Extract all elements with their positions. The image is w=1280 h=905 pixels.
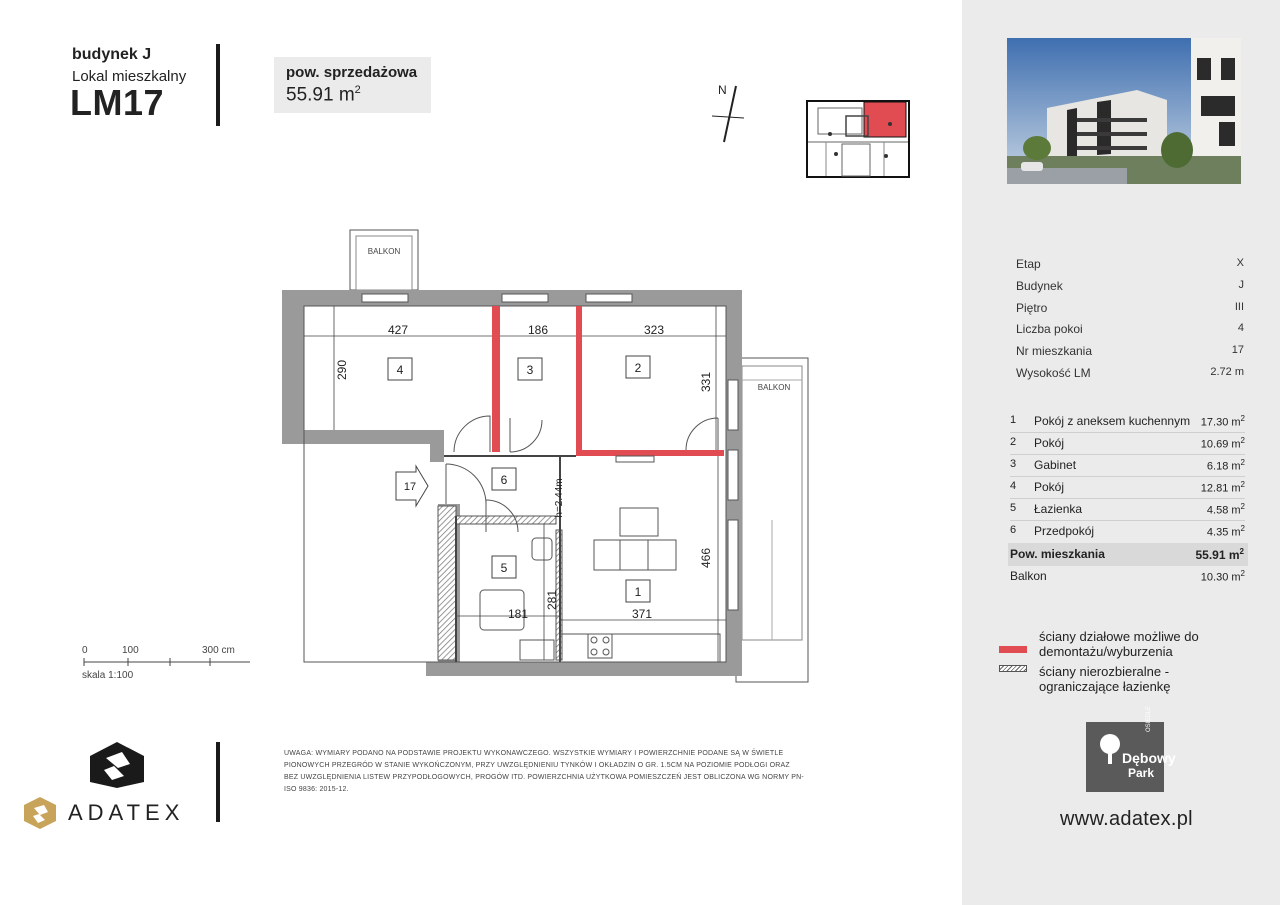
room-2-label: 2: [634, 361, 642, 375]
room-row-5: 5 Łazienka 4.58 $m^2$: [1010, 502, 1245, 517]
entrance-arrow-icon: [396, 466, 428, 506]
dim-466: 466: [699, 547, 713, 569]
dp-osiedle: OSIEDLE: [1146, 705, 1152, 732]
adatex-hex-logo-icon: [84, 740, 150, 790]
info-row-pietro: Piętro III: [1016, 301, 1244, 315]
balcony-label-top: BALKON: [367, 247, 401, 256]
north-arrow-icon: [700, 78, 760, 148]
area-value: 55.91 $m^2$: [286, 84, 361, 106]
brand-name: ADATEX: [68, 800, 185, 825]
entrance-number: 17: [403, 481, 417, 493]
north-label: N: [718, 83, 727, 97]
room-row-1: 1 Pokój z aneksem kuchennym 17.30 $m^2$: [1010, 414, 1245, 429]
room-6-label: 6: [500, 473, 508, 487]
room-row-3: 3 Gabinet 6.18 $m^2$: [1010, 458, 1245, 473]
header-divider: [216, 44, 220, 126]
dim-331: 331: [699, 371, 713, 393]
scale-tick-100: 100: [122, 645, 139, 656]
scale-tick-300: 300 cm: [202, 645, 235, 656]
room-row-4: 4 Pokój 12.81 $m^2$: [1010, 480, 1245, 495]
dp-park: Park: [1128, 766, 1155, 780]
room-3-label: 3: [526, 363, 534, 377]
hatch-wall-top: [456, 516, 556, 524]
info-row-liczba-pokoi: Liczba pokoi 4: [1016, 322, 1244, 336]
row-divider: [1010, 476, 1245, 477]
legend-hatch-swatch: [999, 665, 1027, 672]
area-label: pow. sprzedażowa: [286, 64, 418, 81]
website-url[interactable]: www.adatex.pl: [1060, 808, 1193, 830]
room-labels: [388, 356, 650, 602]
legend-hatch-text: ściany nierozbieralne - ograniczające łazienkę: [1039, 664, 1171, 694]
dim-371: 371: [631, 607, 653, 621]
removable-walls: [492, 306, 724, 456]
dim-427: 427: [387, 323, 409, 337]
unit-code: LM17: [70, 82, 165, 123]
notes-text: UWAGA: WYMIARY PODANO NA PODSTAWIE PROJEKTU WYKONAWCZEGO. WSZYSTKIE WYMIARY I POWIERZCHNIE PODANE SĄ W ŚWIETLE PIONOWYCH PRZEGRÓD W STANIE WYKOŃCZONYM, PRZY UWZGLĘDNIENIU TYNKÓW I OKŁADZIN O GR. 1.5CM NA POZIOMIE PODŁOGI ORAZ BEZ UWZGLĘDNIENIA LISTEW PRZYPODŁOGOWYCH, PROGÓW ITD. POWIERZCHNIA UŻYTKOWA POMIESZCZEŃ JEST OBLICZONA WG NORMY PN-ISO 9836: 2015-12.: [284, 750, 804, 793]
dim-323: 323: [643, 323, 665, 337]
adatex-small-logo-icon: [22, 796, 58, 830]
room-5-label: 5: [500, 561, 508, 575]
debowy-park-logo: [1086, 705, 1176, 792]
unit-type-label: Lokal mieszkalny: [72, 68, 187, 85]
row-divider: [1010, 520, 1245, 521]
floor-plan: [270, 220, 830, 690]
info-row-nr-mieszkania: Nr mieszkania 17: [1016, 344, 1244, 358]
room-height: h=2.44m: [554, 478, 565, 518]
scale-tick-0: 0: [82, 645, 88, 656]
building-label: budynek J: [72, 46, 152, 63]
room-4-label: 4: [396, 363, 404, 377]
key-plan: [806, 100, 910, 178]
building-render-image: [1007, 38, 1241, 184]
dp-debowy: Dębowy: [1122, 750, 1176, 766]
row-divider: [1010, 498, 1245, 499]
balcony-right: [736, 358, 808, 682]
legend-red-text: ściany działowe możliwe do demontażu/wyburzenia: [1039, 629, 1199, 659]
scale-label: skala 1:100: [82, 670, 134, 681]
legend-red-swatch: [999, 646, 1027, 653]
balcony-top: [350, 230, 418, 290]
scale-bar: [80, 640, 260, 684]
dim-290: 290: [335, 359, 349, 381]
dim-281: 281: [545, 589, 559, 611]
hatch-wall-left: [438, 506, 456, 660]
balcony-label-right: BALKON: [757, 383, 791, 392]
footer-divider: [216, 742, 220, 822]
info-row-etap: Etap X: [1016, 257, 1244, 271]
room-row-6: 6 Przedpokój 4.35 $m^2$: [1010, 524, 1245, 539]
room-1-label: 1: [634, 585, 642, 599]
dim-186: 186: [527, 323, 549, 337]
row-divider: [1010, 454, 1245, 455]
dim-181: 181: [507, 607, 529, 621]
info-row-budynek: Budynek J: [1016, 279, 1244, 293]
total-area-row: Pow. mieszkania 55.91 $m^2$: [1008, 543, 1248, 566]
info-row-wysokosc: Wysokość LM 2.72 m: [1016, 366, 1244, 380]
room-row-2: 2 Pokój 10.69 $m^2$: [1010, 436, 1245, 451]
row-divider: [1010, 432, 1245, 433]
